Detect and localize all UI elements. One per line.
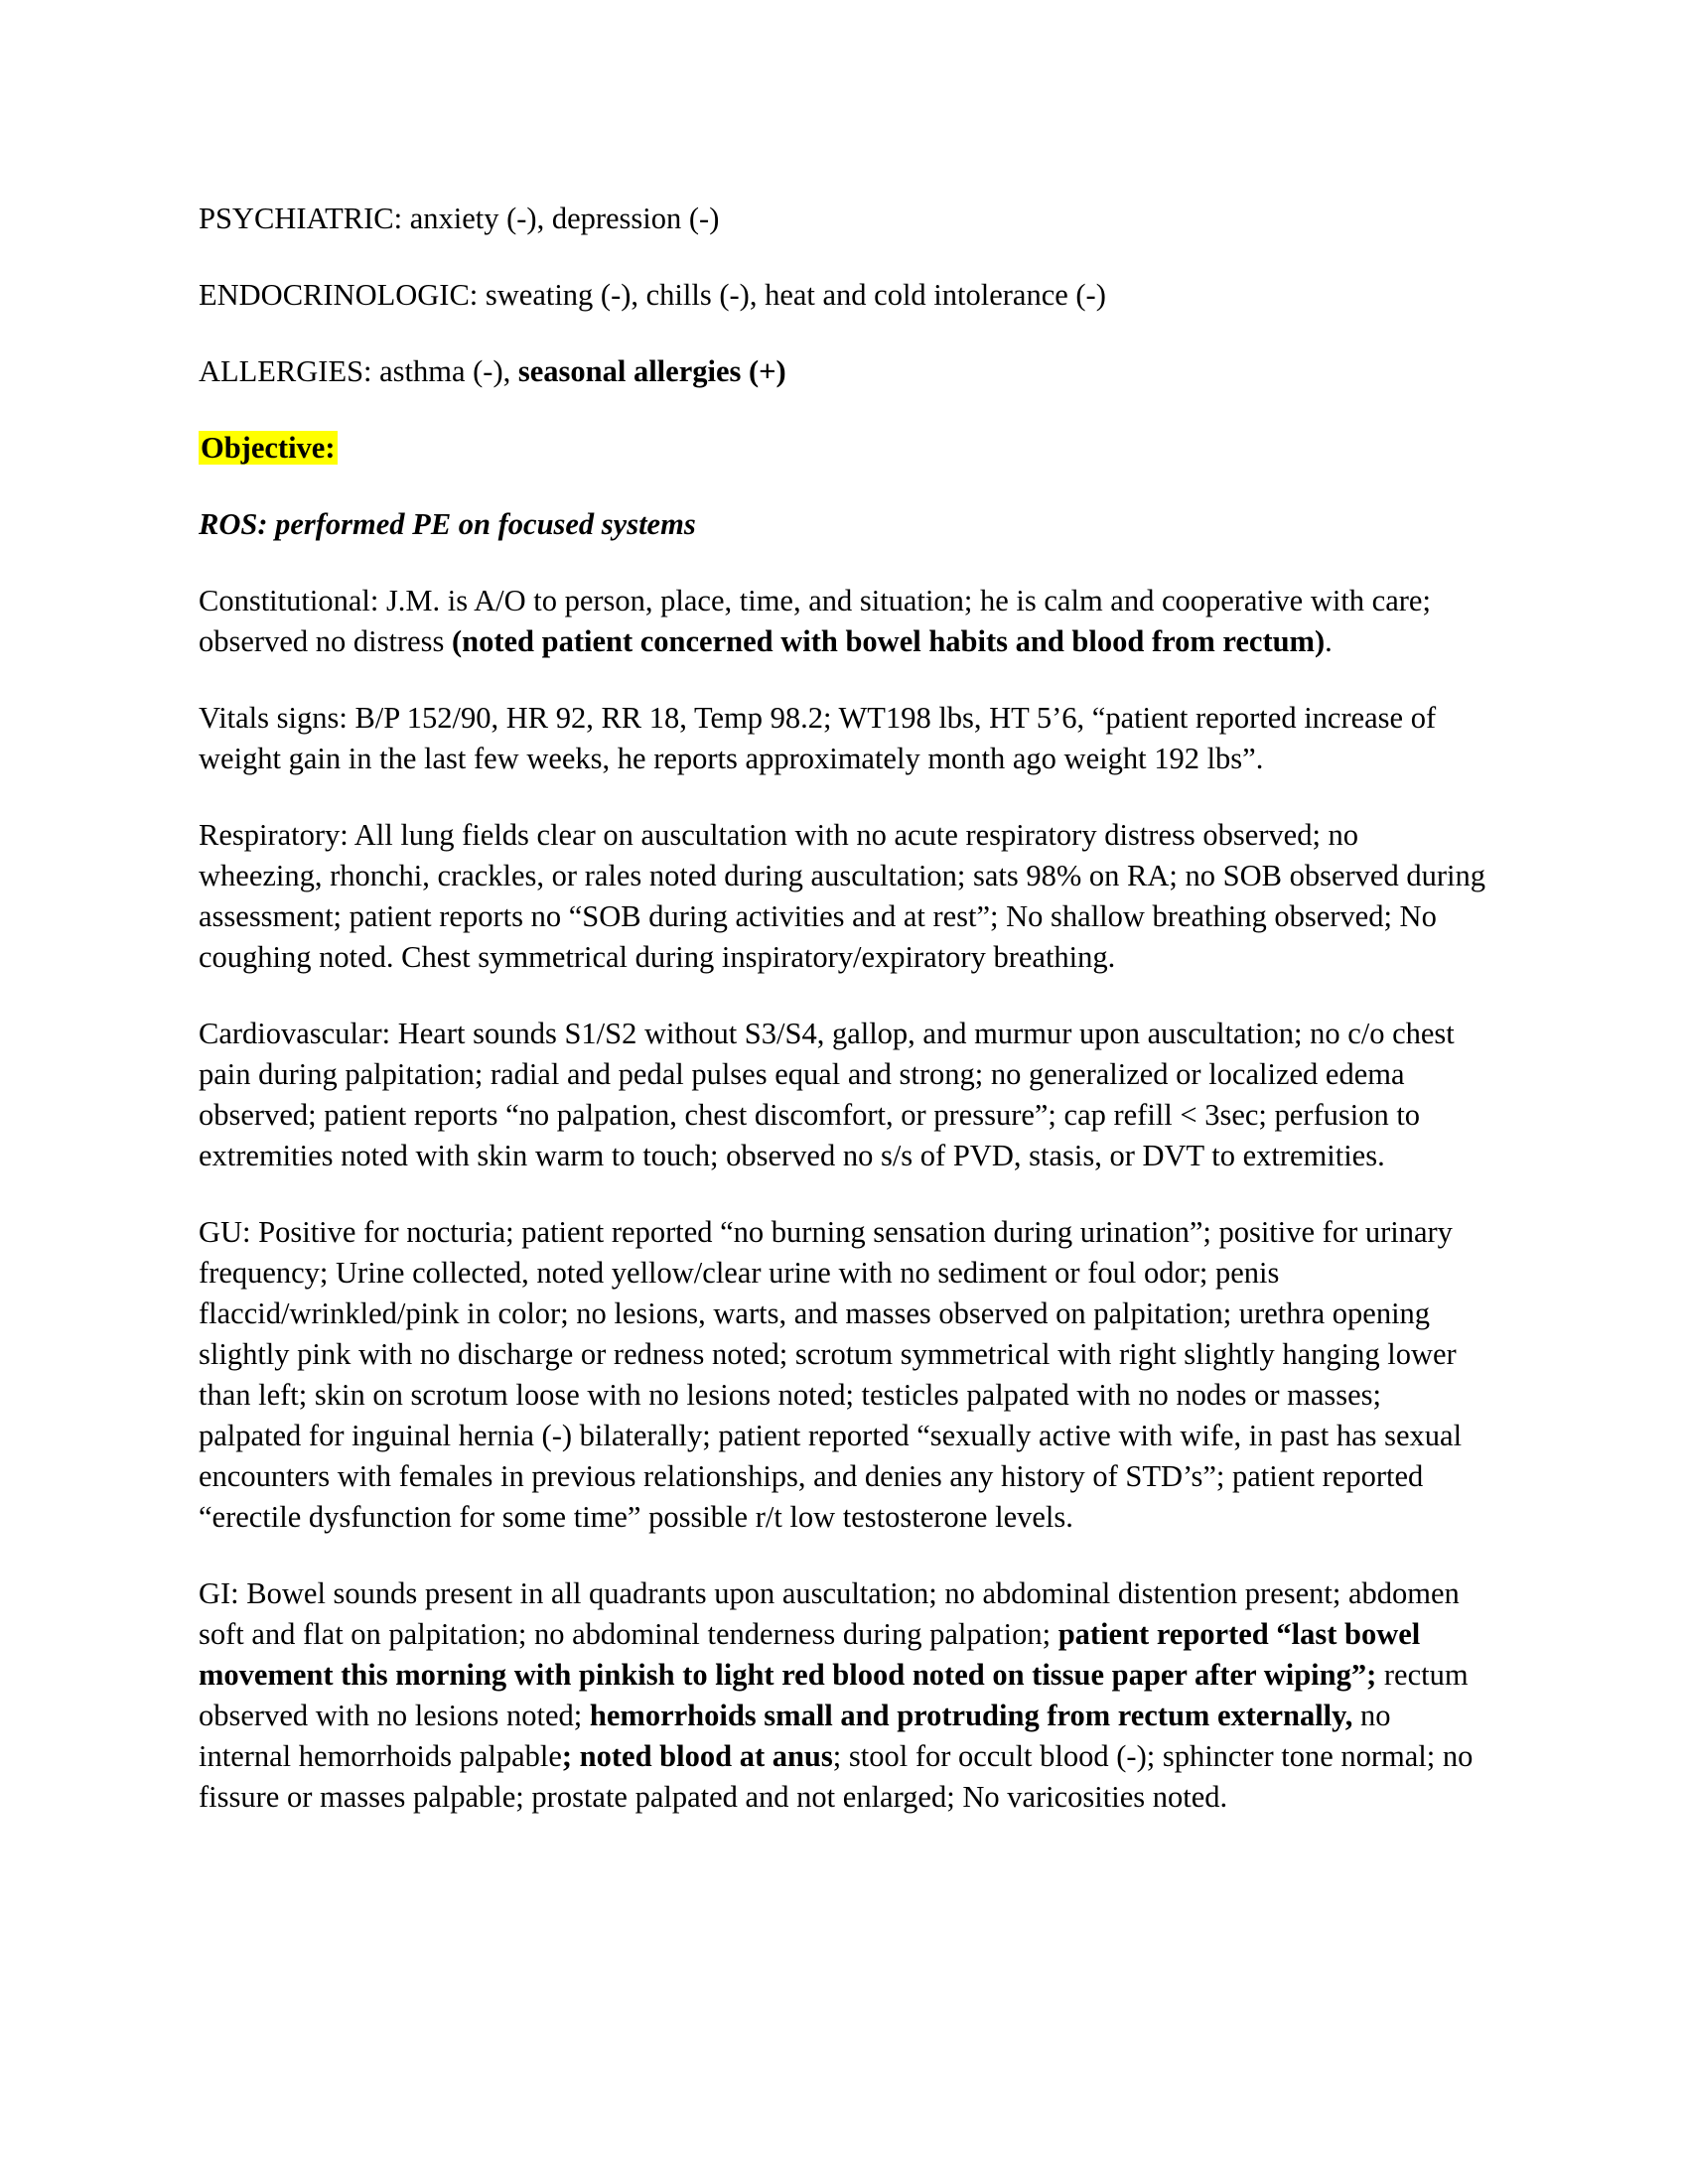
endocrinologic-text: ENDOCRINOLOGIC: sweating (-), chills (-), heat and cold intolerance (-)	[199, 278, 1106, 312]
document-body	[199, 199, 1489, 1853]
objective-heading-line	[199, 428, 1489, 469]
cardiovascular-paragraph	[199, 1014, 1489, 1176]
psychiatric-text: PSYCHIATRIC: anxiety (-), depression (-)	[199, 202, 720, 235]
gi-text-2: rectum observed with no lesions noted;	[199, 1658, 1469, 1732]
objective-heading: Objective:	[201, 431, 336, 465]
vitals-paragraph	[199, 698, 1489, 779]
ros-subheading-line	[199, 504, 1489, 545]
respiratory-paragraph	[199, 815, 1489, 978]
constitutional-paragraph	[199, 581, 1489, 662]
constitutional-end: .	[1325, 624, 1333, 658]
gi-text-3: no internal hemorrhoids palpable	[199, 1699, 1391, 1773]
gi-bold-3: ; noted blood at anus	[561, 1739, 833, 1773]
allergies-positive: seasonal allergies (+)	[517, 354, 786, 388]
constitutional-bold: (noted patient concerned with bowel habits and blood from rectum)	[451, 624, 1326, 658]
cardiovascular-text: Cardiovascular: Heart sounds S1/S2 without S3/S4, gallop, and murmur upon auscultation; no c/o chest pain during palpitation; radial and pedal pulses equal and strong; no generalized or localized edema observed; patient reports “no palpation, chest discomfort, or pressure”; cap refill < 3sec; perfusion to extremities noted with skin warm to touch; observed no s/s of PVD, stasis, or DVT to extremities.	[199, 1017, 1455, 1172]
gu-text: GU: Positive for nocturia; patient reported “no burning sensation during urination”; positive for urinary frequency; Urine collected, noted yellow/clear urine with no sediment or foul odor; penis flaccid/wrinkled/pink in color; no lesions, warts, and masses observed on palpitation; urethra opening slightly pink with no discharge or redness noted; scrotum symmetrical with right slightly hanging lower than left; skin on scrotum loose with no lesions noted; testicles palpated with no nodes or masses; palpated for inguinal hernia (-) bilaterally; patient reported “sexually active with wife, in past has sexual encounters with females in previous relationships, and denies any history of STD’s”; patient reported “erectile dysfunction for some time” possible r/t low testosterone levels.	[199, 1215, 1463, 1534]
psychiatric-line	[199, 199, 1489, 239]
gi-bold-2: hemorrhoids small and protruding from rectum externally,	[589, 1699, 1353, 1732]
gi-text-4: ; stool for occult blood (-); sphincter tone normal; no fissure or masses palpable; prostate palpated and not enlarged; No varicosities noted.	[199, 1739, 1474, 1814]
endocrinologic-line	[199, 275, 1489, 316]
respiratory-text: Respiratory: All lung fields clear on auscultation with no acute respiratory distress observed; no wheezing, rhonchi, crackles, or rales noted during auscultation; sats 98% on RA; no SOB observed during assessment; patient reports no “SOB during activities and at rest”; No shallow breathing observed; No coughing noted. Chest symmetrical during inspiratory/expiratory breathing.	[199, 818, 1485, 974]
ros-subheading: ROS: performed PE on focused systems	[199, 507, 696, 541]
allergies-text: ALLERGIES: asthma (-),	[199, 354, 518, 388]
gi-text-1: GI: Bowel sounds present in all quadrants upon auscultation; no abdominal distention present; abdomen soft and flat on palpitation; no abdominal tenderness during palpation;	[199, 1576, 1460, 1651]
gi-bold-1: patient reported “last bowel movement this morning with pinkish to light red blood noted on tissue paper after wiping”;	[199, 1617, 1421, 1692]
allergies-line	[199, 351, 1489, 392]
gu-paragraph	[199, 1212, 1489, 1538]
vitals-text: Vitals signs: B/P 152/90, HR 92, RR 18, Temp 98.2; WT198 lbs, HT 5’6, “patient reported increase of weight gain in the last few weeks, he reports approximately month ago weight 192 lbs”.	[199, 701, 1437, 775]
constitutional-text: Constitutional: J.M. is A/O to person, place, time, and situation; he is calm and cooperative with care; observed no distress	[199, 584, 1431, 658]
gi-paragraph	[199, 1573, 1489, 1818]
